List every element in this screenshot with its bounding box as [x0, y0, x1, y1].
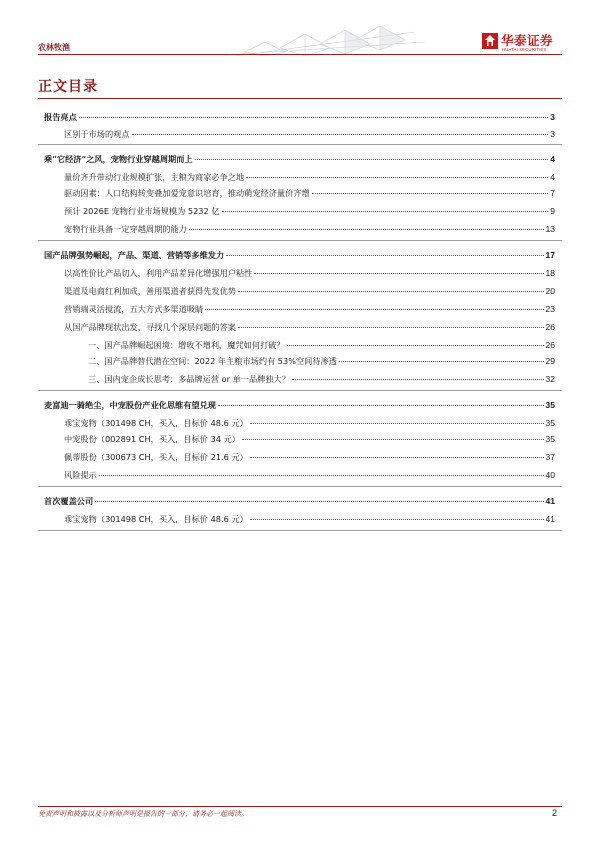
toc-entry-title: 乖宝宠物（301498 CH，买入，目标价 48.6 元） [64, 514, 248, 524]
toc-dot-leader [99, 475, 544, 476]
toc-dot-leader [250, 519, 544, 520]
toc-entry-level1[interactable] [44, 398, 555, 412]
toc-entry-page: 35 [545, 418, 555, 428]
toc-dot-leader [238, 291, 544, 292]
toc-entry-page: 18 [545, 268, 555, 278]
toc-dot-leader [292, 379, 544, 380]
toc-entry-title: 区别于市场的观点 [64, 129, 130, 139]
toc-dot-leader [195, 159, 549, 160]
toc-dot-leader [312, 193, 549, 194]
toc-entry-page: 35 [545, 434, 555, 444]
toc-entry-page: 20 [545, 286, 555, 296]
toc-entry-page: 9 [550, 206, 555, 216]
toc-entry-page: 41 [545, 514, 555, 524]
header-divider [38, 54, 562, 55]
toc-entry-level2[interactable] [64, 450, 555, 464]
toc-dot-leader [246, 177, 548, 178]
toc-entry-page: 26 [545, 340, 555, 350]
toc-entry-title: 中宠股份（002891 CH，买入，目标价 34 元） [64, 434, 240, 444]
toc-entry-page: 4 [550, 154, 555, 164]
section-separator [38, 486, 562, 487]
toc-entry-title: 渠道及电商红利加成，善用渠道者获得先发优势 [64, 286, 236, 296]
toc-entry-title: 三、国内宠企成长思考：多品牌运营 or 单一品牌独大？ [88, 374, 290, 384]
toc-entry-title: 预计 2026E 宠物行业市场规模为 5232 亿 [64, 206, 220, 216]
toc-entry-title: 乖宝宠物（301498 CH，买入，目标价 48.6 元） [64, 418, 248, 428]
section-name: 农林牧渔 [38, 42, 70, 52]
toc-entry-level2[interactable] [64, 302, 555, 316]
toc-entry-page: 23 [545, 304, 555, 314]
section-separator [38, 530, 562, 531]
toc-entry-page: 26 [545, 322, 555, 332]
toc-entry-page: 37 [545, 452, 555, 462]
toc-entry-level1[interactable] [44, 152, 555, 166]
toc-entry-title: 二、国产品牌替代潜在空间：2022 年主粮市场约有 53%空间待渗透 [88, 356, 337, 366]
toc-entry-level2[interactable] [64, 320, 555, 334]
toc-dot-leader [287, 345, 544, 346]
toc-entry-level2[interactable] [64, 186, 555, 200]
toc-entry-level1[interactable] [44, 494, 555, 508]
toc-entry-page: 7 [550, 188, 555, 198]
toc-entry-title: 一、国产品牌崛起困境：增收不增利，魔咒如何打破？ [88, 340, 285, 350]
toc-dot-leader [226, 255, 543, 256]
toc-entry-level2[interactable] [64, 170, 555, 184]
toc-entry-title: 佩蒂股份（300673 CH，买入，目标价 21.6 元） [64, 452, 248, 462]
toc-entry-level2[interactable] [64, 204, 555, 218]
toc-title: 正文目录 [38, 79, 98, 95]
toc-dot-leader [250, 457, 544, 458]
toc-dot-leader [189, 229, 544, 230]
toc-entry-level2[interactable] [64, 468, 555, 482]
toc-entry-page: 3 [550, 129, 555, 139]
toc-entry-level3[interactable] [88, 372, 555, 386]
toc-dot-leader [95, 501, 543, 502]
section-separator [38, 240, 562, 241]
logo-text-cn: 华泰证券 [501, 33, 554, 48]
toc-title-divider [38, 98, 562, 99]
toc-entry-title: 国产品牌强势崛起，产品、渠道、营销等多维发力 [44, 250, 225, 260]
toc-dot-leader [339, 361, 544, 362]
toc-entry-page: 41 [545, 496, 555, 506]
huatai-logo-mark-icon [482, 33, 498, 49]
toc-entry-title: 驱动因素：人口结构转变叠加爱宠意识培育，推动萌宠经济量价齐增 [64, 188, 310, 198]
section-separator [38, 390, 562, 391]
toc-entry-level3[interactable] [88, 338, 555, 352]
toc-entry-level2[interactable] [64, 127, 555, 141]
toc-entry-level2[interactable] [64, 284, 555, 298]
toc-entry-page: 32 [545, 374, 555, 384]
toc-entry-title: 量价齐升带动行业规模扩张，主粮为商家必争之地 [64, 172, 245, 182]
toc-dot-leader [250, 423, 544, 424]
toc-entry-page: 17 [545, 250, 555, 260]
toc-dot-leader [222, 211, 549, 212]
toc-entry-title: 从国产品牌现状出发，寻找几个深层问题的答案 [64, 322, 236, 332]
toc-entry-level1[interactable] [44, 110, 555, 124]
toc-entry-title: 报告亮点 [44, 112, 77, 122]
toc-entry-page: 13 [545, 224, 555, 234]
toc-entry-level2[interactable] [64, 222, 555, 236]
toc-entry-level1[interactable] [44, 248, 555, 262]
toc-entry-page: 4 [550, 172, 555, 182]
toc-entry-title: 风险提示 [64, 470, 97, 480]
footer-divider [38, 806, 562, 807]
toc-entry-level3[interactable] [88, 354, 555, 368]
toc-entry-title: 首次覆盖公司 [44, 496, 94, 506]
toc-entry-title: 宠物行业具备一定穿越周期的能力 [64, 224, 187, 234]
toc-entry-level2[interactable] [64, 266, 555, 280]
section-separator [38, 144, 562, 145]
toc-entry-title: 麦富迪一骑绝尘，中宠股份产业化思维有望兑现 [44, 400, 216, 410]
page-number: 2 [552, 808, 558, 818]
page-header [0, 0, 600, 60]
toc-entry-page: 35 [545, 400, 555, 410]
toc-dot-leader [79, 117, 549, 118]
toc-entry-title: 以高性价比产品切入，利用产品差异化增强用户粘性 [64, 268, 253, 278]
disclaimer-note: 免责声明和披露以及分析师声明是报告的一部分，请务必一起阅读。 [38, 810, 248, 818]
toc-entry-page: 40 [545, 470, 555, 480]
toc-dot-leader [238, 327, 544, 328]
toc-dot-leader [242, 439, 544, 440]
toc-entry-title: 营销端灵活搅流，五大方式多渠道吸睛 [64, 304, 204, 314]
toc-dot-leader [254, 273, 543, 274]
toc-dot-leader [132, 134, 549, 135]
huatai-logo [482, 33, 572, 53]
decorative-cube-graphic [225, 22, 425, 56]
toc-entry-page: 29 [545, 356, 555, 366]
toc-dot-leader [218, 405, 544, 406]
logo-text-en: HUATAI SECURITIES [502, 47, 547, 52]
toc-entry-level2[interactable] [64, 416, 555, 430]
toc-entry-level2[interactable] [64, 432, 555, 446]
toc-entry-level2[interactable] [64, 512, 555, 526]
toc-dot-leader [205, 309, 543, 310]
toc-entry-page: 3 [550, 112, 555, 122]
toc-entry-title: 乘“它经济”之风，宠物行业穿越周期而上 [44, 154, 193, 164]
